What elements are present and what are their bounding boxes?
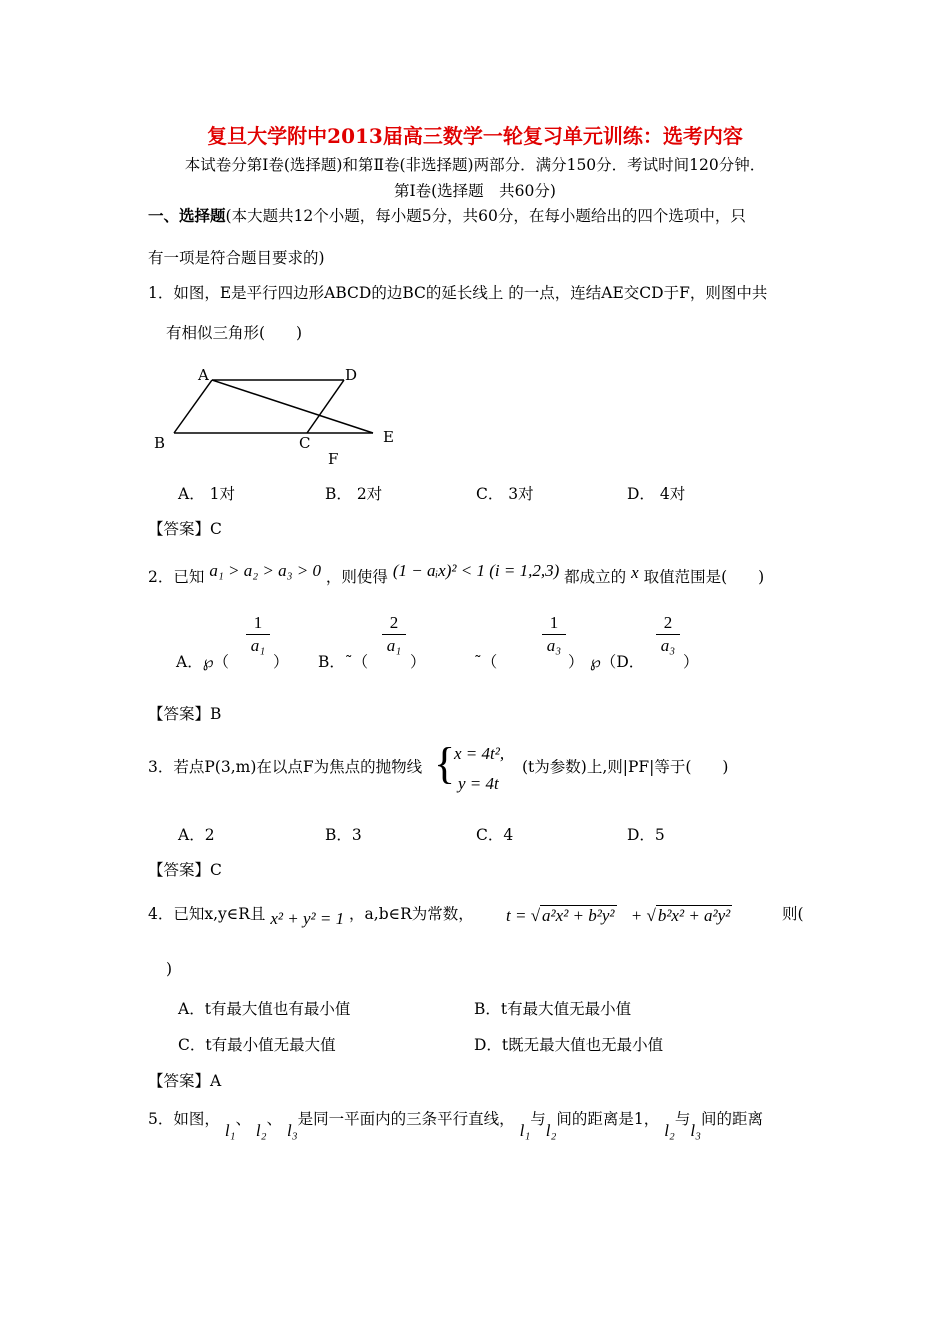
line-l2: l₂ bbox=[664, 1121, 675, 1140]
q2-option-b bbox=[318, 650, 368, 672]
q4-option-b: B．t有最大值无最小值 bbox=[474, 1000, 632, 1018]
q4-prefix: 4．已知x,y∈R且 bbox=[148, 905, 266, 923]
q4-answer bbox=[148, 1069, 221, 1091]
q2-option-b-close: ） bbox=[410, 653, 426, 671]
question-1-text-line2: 有相似三角形( ) bbox=[166, 324, 303, 342]
option-label: D． bbox=[616, 653, 645, 671]
q4-mid: ，a,b∈R为常数， bbox=[349, 905, 474, 923]
line-l1: l₁ bbox=[519, 1121, 531, 1140]
answer-label: 【答案】 bbox=[148, 705, 211, 723]
label-c: C bbox=[299, 434, 311, 452]
fraction-denominator: a₃ bbox=[546, 636, 562, 655]
question-4-text bbox=[148, 902, 474, 928]
with-word: 与 bbox=[530, 1110, 546, 1128]
line-l3: l₃ bbox=[690, 1121, 701, 1140]
answer-value: A bbox=[210, 1072, 222, 1090]
answer-value: C bbox=[210, 520, 222, 538]
fraction-numerator: 2 bbox=[663, 613, 673, 632]
question-1-text: 1．如图，E是平行四边形ABCD的边BC的延长线上 的一点，连结AE交CD于F，则图中共 bbox=[148, 284, 768, 302]
page-title: 复旦大学附中2013届高三数学一轮复习单元训练：选考内容 bbox=[207, 124, 743, 148]
q4-condition: x² + y² = 1 bbox=[270, 909, 345, 928]
q4-option-d: D．t既无最大值也无最小值 bbox=[474, 1036, 664, 1054]
sqrt-term-2: b²x² + a²y² bbox=[657, 906, 731, 925]
parallelogram-figure bbox=[140, 360, 410, 470]
label-f: F bbox=[328, 450, 339, 468]
section-desc-line2: 有一项是符合题目要求的) bbox=[148, 249, 325, 267]
q5-prefix: 5．如图， bbox=[148, 1110, 220, 1128]
option-open: ˜（ bbox=[474, 653, 498, 671]
answer-label: 【答案】 bbox=[148, 861, 211, 879]
q2-inequality: (1 − aᵢx)² < 1 (i = 1,2,3) bbox=[392, 561, 560, 580]
fraction-numerator: 2 bbox=[389, 613, 399, 632]
label-b: B bbox=[154, 434, 166, 452]
q2-tail: 取值范围是( ) bbox=[643, 568, 765, 586]
label-d: D bbox=[345, 366, 358, 384]
q3-option-a: A．2 bbox=[178, 826, 215, 844]
q2-condition: a₁ > a₂ > a₃ > 0 bbox=[209, 561, 321, 580]
q2-option-d bbox=[590, 650, 644, 672]
segment-ab bbox=[174, 380, 212, 433]
brace-symbol: { bbox=[434, 739, 456, 788]
question-5-text bbox=[148, 1107, 764, 1140]
q2-option-c bbox=[474, 650, 497, 672]
q2-option-b-fraction bbox=[380, 612, 408, 655]
option-open: ℘（ bbox=[590, 653, 617, 671]
question-2-text bbox=[148, 561, 765, 587]
q4-line2: ) bbox=[166, 960, 173, 978]
t-equals: t = bbox=[506, 906, 531, 925]
q2-option-c-fraction bbox=[540, 612, 568, 655]
q1-answer bbox=[148, 517, 222, 539]
q3-equation-1: x = 4t², bbox=[454, 744, 505, 763]
q2-answer bbox=[148, 702, 221, 724]
answer-value: C bbox=[210, 861, 222, 879]
fraction-denominator: a₁ bbox=[386, 636, 402, 655]
answer-label: 【答案】 bbox=[148, 520, 211, 538]
segment-ae bbox=[212, 380, 373, 433]
q1-option-c: C． 3对 bbox=[476, 485, 534, 503]
fraction-denominator: a₁ bbox=[250, 636, 266, 655]
label-a: A bbox=[198, 366, 209, 384]
q2-prefix: 2．已知 bbox=[148, 568, 205, 586]
q2-mid: ，则使得 bbox=[325, 568, 388, 586]
q2-option-a-fraction bbox=[244, 612, 272, 655]
q3-option-b: B．3 bbox=[325, 826, 362, 844]
q2-option-d-close: ） bbox=[683, 653, 699, 671]
line-l3: l₃ bbox=[287, 1121, 298, 1140]
q5-mid: 是同一平面内的三条平行直线， bbox=[297, 1110, 515, 1128]
segment-dc bbox=[307, 380, 344, 433]
section-description bbox=[148, 204, 746, 226]
answer-label: 【答案】 bbox=[148, 1072, 211, 1090]
q3-equation-2: y = 4t bbox=[458, 774, 499, 793]
q1-option-a: A． 1对 bbox=[178, 485, 235, 503]
q2-option-a-close: ） bbox=[273, 653, 289, 671]
line-l2: l₂ bbox=[255, 1121, 267, 1140]
section-heading: 一、选择题 bbox=[148, 206, 226, 225]
question-3-prefix: 3．若点P(3,m)在以点F为焦点的抛物线 bbox=[148, 758, 423, 776]
q5-distance-1: 间的距离是1， bbox=[556, 1110, 660, 1128]
separator: 、 bbox=[266, 1110, 283, 1128]
fraction-numerator: 1 bbox=[253, 613, 263, 632]
q2-suffix: 都成立的 bbox=[564, 568, 627, 586]
section-desc-line1: (本大题共12个小题，每小题5分，共60分，在每小题给出的四个选项中，只 bbox=[225, 207, 746, 225]
with-word: 与 bbox=[674, 1110, 691, 1128]
answer-value: B bbox=[210, 705, 222, 723]
q4-option-c: C．t有最小值无最大值 bbox=[178, 1036, 336, 1054]
q3-option-c: C．4 bbox=[476, 826, 514, 844]
q5-distance-2: 间的距离 bbox=[701, 1110, 764, 1128]
label-e: E bbox=[383, 428, 394, 446]
separator: 、 bbox=[235, 1110, 251, 1128]
sqrt-term-1: a²x² + b²y² bbox=[542, 906, 615, 925]
fraction-numerator: 1 bbox=[549, 613, 559, 632]
option-label: B． bbox=[318, 653, 345, 671]
q4-option-a: A．t有最大值也有最小值 bbox=[178, 1000, 351, 1018]
q3-answer bbox=[148, 858, 222, 880]
q4-t-expression: t = √ a²x² + b²y² + √ b²x² + a²y² bbox=[506, 906, 731, 925]
q2-variable: x bbox=[631, 563, 639, 582]
option-open: ˜（ bbox=[344, 653, 369, 671]
option-open: ℘（ bbox=[202, 653, 230, 671]
line-l1: l₁ bbox=[224, 1121, 236, 1140]
fraction-denominator: a₃ bbox=[660, 636, 676, 655]
q2-option-c-close: ） bbox=[568, 653, 584, 671]
q1-option-d: D． 4对 bbox=[627, 485, 686, 503]
q3-option-d: D．5 bbox=[627, 826, 665, 844]
line-l2: l₂ bbox=[545, 1121, 557, 1140]
q2-option-d-fraction bbox=[654, 612, 682, 655]
exam-subtitle: 本试卷分第Ⅰ卷(选择题)和第Ⅱ卷(非选择题)两部分．满分150分．考试时间120分钟． bbox=[184, 156, 766, 174]
question-3-suffix: (t为参数)上,则|PF|等于( ) bbox=[522, 758, 729, 776]
plus-sign: + bbox=[630, 906, 643, 925]
part-one-heading: 第Ⅰ卷(选择题 共60分) bbox=[394, 182, 556, 200]
q1-option-b: B． 2对 bbox=[325, 485, 383, 503]
q2-option-a bbox=[176, 650, 229, 672]
option-label: A． bbox=[176, 653, 203, 671]
q4-tail: 则( bbox=[782, 905, 804, 923]
